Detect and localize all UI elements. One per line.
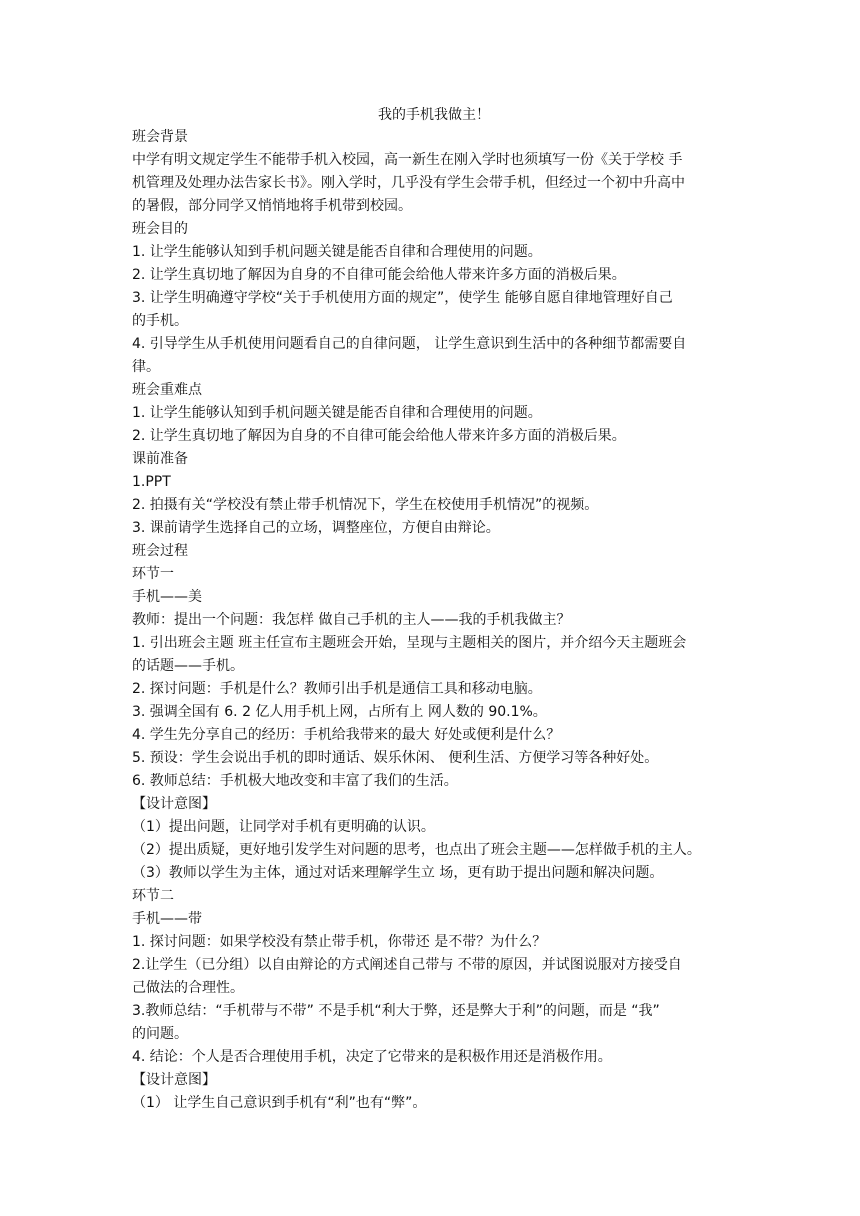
text-line: 2. 让学生真切地了解因为自身的不自律可能会给他人带来许多方面的消极后果。	[132, 428, 626, 444]
text-line: 教师：提出一个问题：我怎样 做自己手机的主人——我的手机我做主？	[132, 612, 571, 628]
text-line: 环节二	[132, 888, 174, 904]
text-line: 的暑假，部分同学又悄悄地将手机带到校园。	[132, 198, 412, 214]
text-line: （3）教师以学生为主体，通过对话来理解学生立 场，更有助于提出问题和解决问题。	[132, 865, 664, 881]
text-line: 己做法的合理性。	[132, 980, 244, 996]
text-line: （1）提出问题，让同学对手机有更明确的认识。	[132, 819, 435, 835]
text-line: 5. 预设：学生会说出手机的即时通话、娱乐休闲、 便利生活、方便学习等各种好处。	[132, 750, 659, 766]
text-line: 4. 结论：个人是否合理使用手机，决定了它带来的是积极作用还是消极作用。	[132, 1049, 612, 1065]
text-line: 2.让学生（已分组）以自由辩论的方式阐述自己带与 不带的原因，并试图说服对方接受自	[132, 957, 682, 973]
text-line: 1. 引出班会主题 班主任宣布主题班会开始，呈现与主题相关的图片，并介绍今天主题班会	[132, 635, 687, 651]
text-line: 2. 拍摄有关“学校没有禁止带手机情况下，学生在校使用手机情况”的视频。	[132, 497, 599, 513]
text-line: 班会目的	[132, 221, 188, 237]
text-line: 3.教师总结：“手机带与不带” 不是手机“利大于弊，还是弊大于利”的问题，而是 “我”	[132, 1003, 660, 1019]
text-line: 的手机。	[132, 313, 188, 329]
text-line: 的话题——手机。	[132, 658, 244, 674]
text-line: 课前准备	[132, 451, 188, 467]
text-line: 1.PPT	[132, 474, 171, 490]
text-line: 2. 探讨问题：手机是什么？教师引出手机是通信工具和移动电脑。	[132, 681, 542, 697]
text-line: 3. 让学生明确遵守学校“关于手机使用方面的规定”，使学生 能够自愿自律地管理好自己	[132, 290, 673, 306]
text-line: 【设计意图】	[132, 796, 216, 812]
text-line: 中学有明文规定学生不能带手机入校园，高一新生在刚入学时也须填写一份《关于学校 手	[132, 152, 683, 168]
text-line: 4. 学生先分享自己的经历：手机给我带来的最大 好处或便利是什么？	[132, 727, 561, 743]
text-line: 2. 让学生真切地了解因为自身的不自律可能会给他人带来许多方面的消极后果。	[132, 267, 626, 283]
text-line: 【设计意图】	[132, 1072, 216, 1088]
text-line: 的问题。	[132, 1026, 188, 1042]
text-line: 班会背景	[132, 129, 188, 145]
text-line: 手机——美	[132, 589, 202, 605]
text-line: 班会重难点	[132, 382, 202, 398]
text-line: 1. 探讨问题：如果学校没有禁止带手机，你带还 是不带？为什么？	[132, 934, 547, 950]
text-line: 3. 强调全国有 6. 2 亿人用手机上网，占所有上 网人数的 90.1%。	[132, 704, 547, 720]
text-line: 环节一	[132, 566, 174, 582]
text-line: 1. 让学生能够认知到手机问题关键是能否自律和合理使用的问题。	[132, 244, 542, 260]
text-line: （1） 让学生自己意识到手机有“利”也有“弊”。	[132, 1095, 427, 1111]
text-line: 1. 让学生能够认知到手机问题关键是能否自律和合理使用的问题。	[132, 405, 542, 421]
text-line: 6. 教师总结：手机极大地改变和丰富了我们的生活。	[132, 773, 458, 789]
document-page	[132, 104, 736, 1115]
document-body	[132, 126, 736, 1115]
text-line: 4. 引导学生从手机使用问题看自己的自律问题， 让学生意识到生活中的各种细节都需要自	[132, 336, 687, 352]
document-title: 我的手机我做主！	[378, 107, 490, 123]
text-line: （2）提出质疑，更好地引发学生对问题的思考，也点出了班会主题——怎样做手机的主人。	[132, 842, 701, 858]
text-line: 律。	[132, 359, 160, 375]
text-line: 手机——带	[132, 911, 202, 927]
text-line: 机管理及处理办法告家长书》。刚入学时，几乎没有学生会带手机，但经过一个初中升高中	[132, 175, 685, 191]
text-line: 3. 课前请学生选择自己的立场，调整座位，方便自由辩论。	[132, 520, 500, 536]
text-line: 班会过程	[132, 543, 188, 559]
